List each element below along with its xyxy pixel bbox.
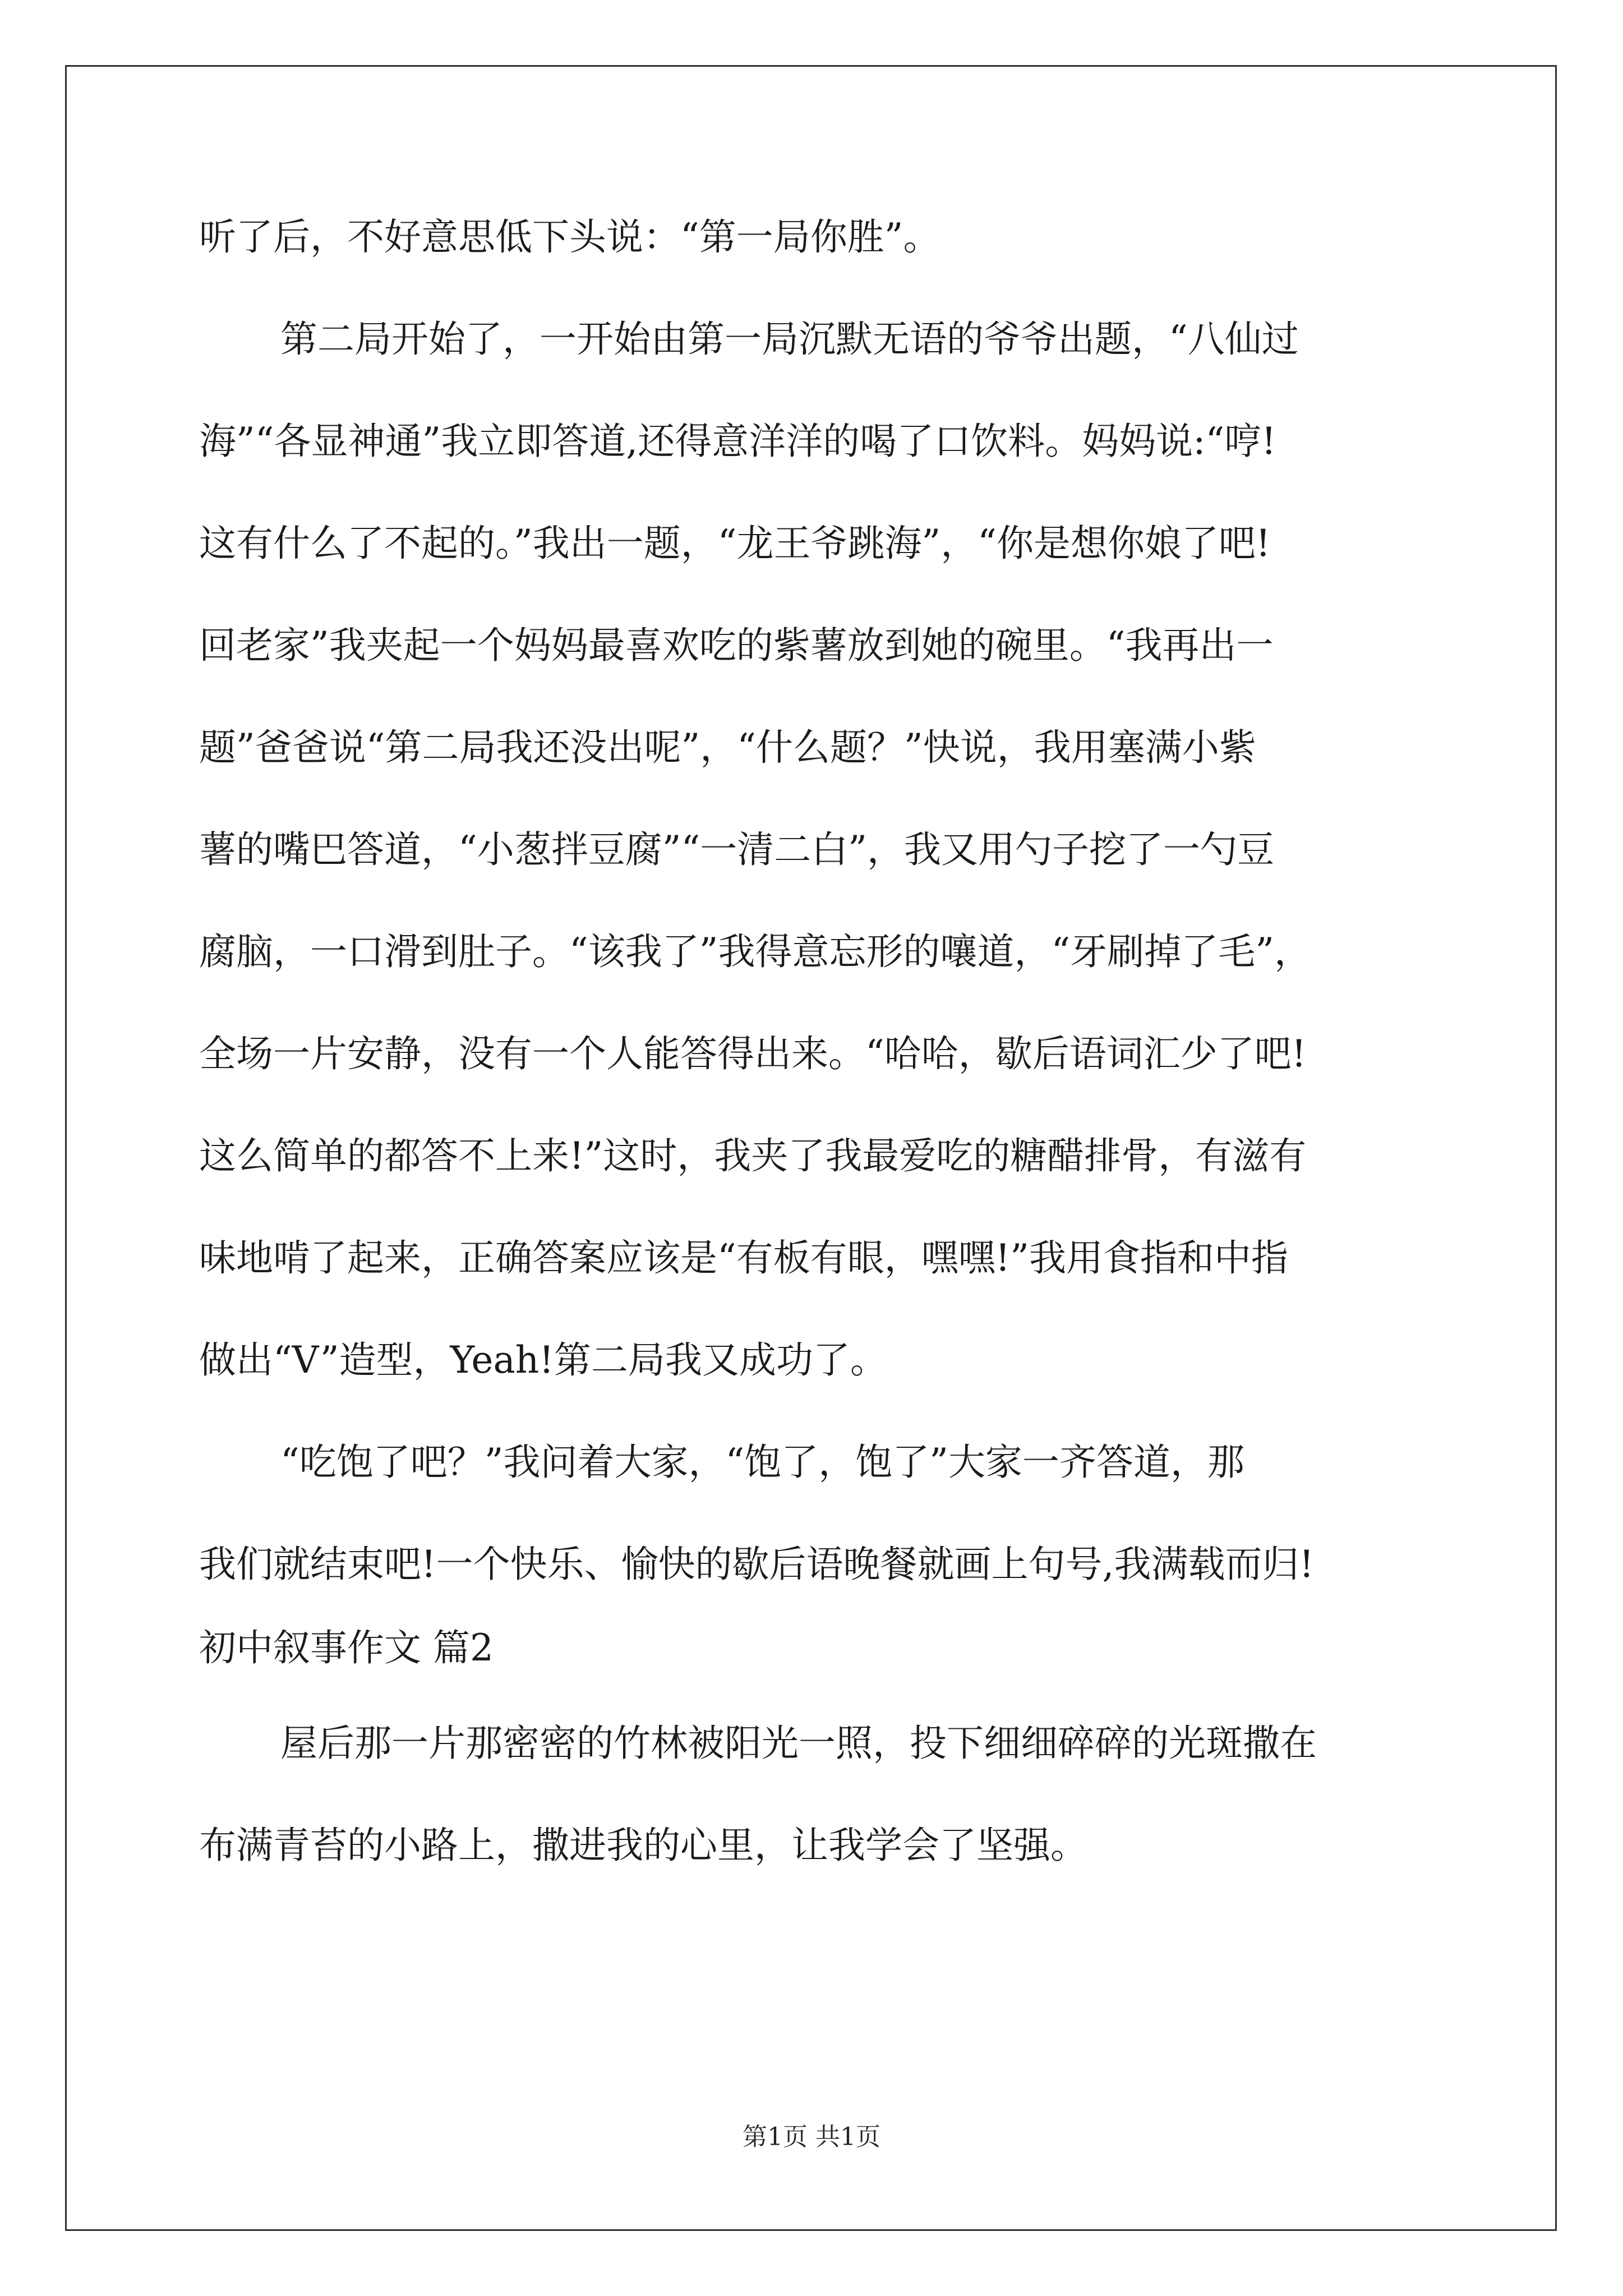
text-line: 题”爸爸说“第二局我还没出呢”，“什么题？”快说，我用塞满小紫 (199, 726, 1256, 769)
text-line: 听了后，不好意思低下头说：“第一局你胜”。 (199, 215, 940, 259)
text-line: 布满青苔的小路上，撒进我的心里，让我学会了坚强。 (199, 1824, 1087, 1867)
text-line: 海”“各显神通”我立即答道,还得意洋洋的喝了口饮料。妈妈说:“哼! (199, 420, 1276, 463)
page-number: 第1页 共1页 (743, 2123, 880, 2151)
text-line: 这么简单的都答不上来!”这时，我夹了我最爱吃的糖醋排骨，有滋有 (199, 1134, 1307, 1177)
text-line: 全场一片安静，没有一个人能答得出来。“哈哈，歇后语词汇少了吧! (199, 1032, 1307, 1075)
text-line: 味地啃了起来，正确答案应该是“有板有眼，嘿嘿!”我用食指和中指 (199, 1236, 1289, 1280)
text-line: 我们就结束吧!一个快乐、愉快的歇后语晚餐就画上句号,我满载而归! (199, 1543, 1315, 1586)
text-line: 这有什么了不起的。”我出一题，“龙王爷跳海”，“你是想你娘了吧! (199, 522, 1271, 565)
text-line: 第二局开始了，一开始由第一局沉默无语的爷爷出题，“八仙过 (280, 318, 1299, 361)
section-heading: 初中叙事作文 篇2 (199, 1626, 494, 1669)
text-line: 做出“V”造型，Yeah!第二局我又成功了。 (199, 1338, 887, 1382)
text-line: 回老家”我夹起一个妈妈最喜欢吃的紫薯放到她的碗里。“我再出一 (199, 624, 1274, 667)
text-line: 腐脑，一口滑到肚子。“该我了”我得意忘形的嚷道，“牙刷掉了毛”， (199, 930, 1311, 973)
text-line: 屋后那一片那密密的竹林被阳光一照，投下细细碎碎的光斑撒在 (280, 1722, 1317, 1765)
text-line: 薯的嘴巴答道，“小葱拌豆腐”“一清二白”，我又用勺子挖了一勺豆 (199, 828, 1274, 871)
text-line: “吃饱了吧？”我问着大家，“饱了，饱了”大家一齐答道，那 (280, 1441, 1244, 1484)
